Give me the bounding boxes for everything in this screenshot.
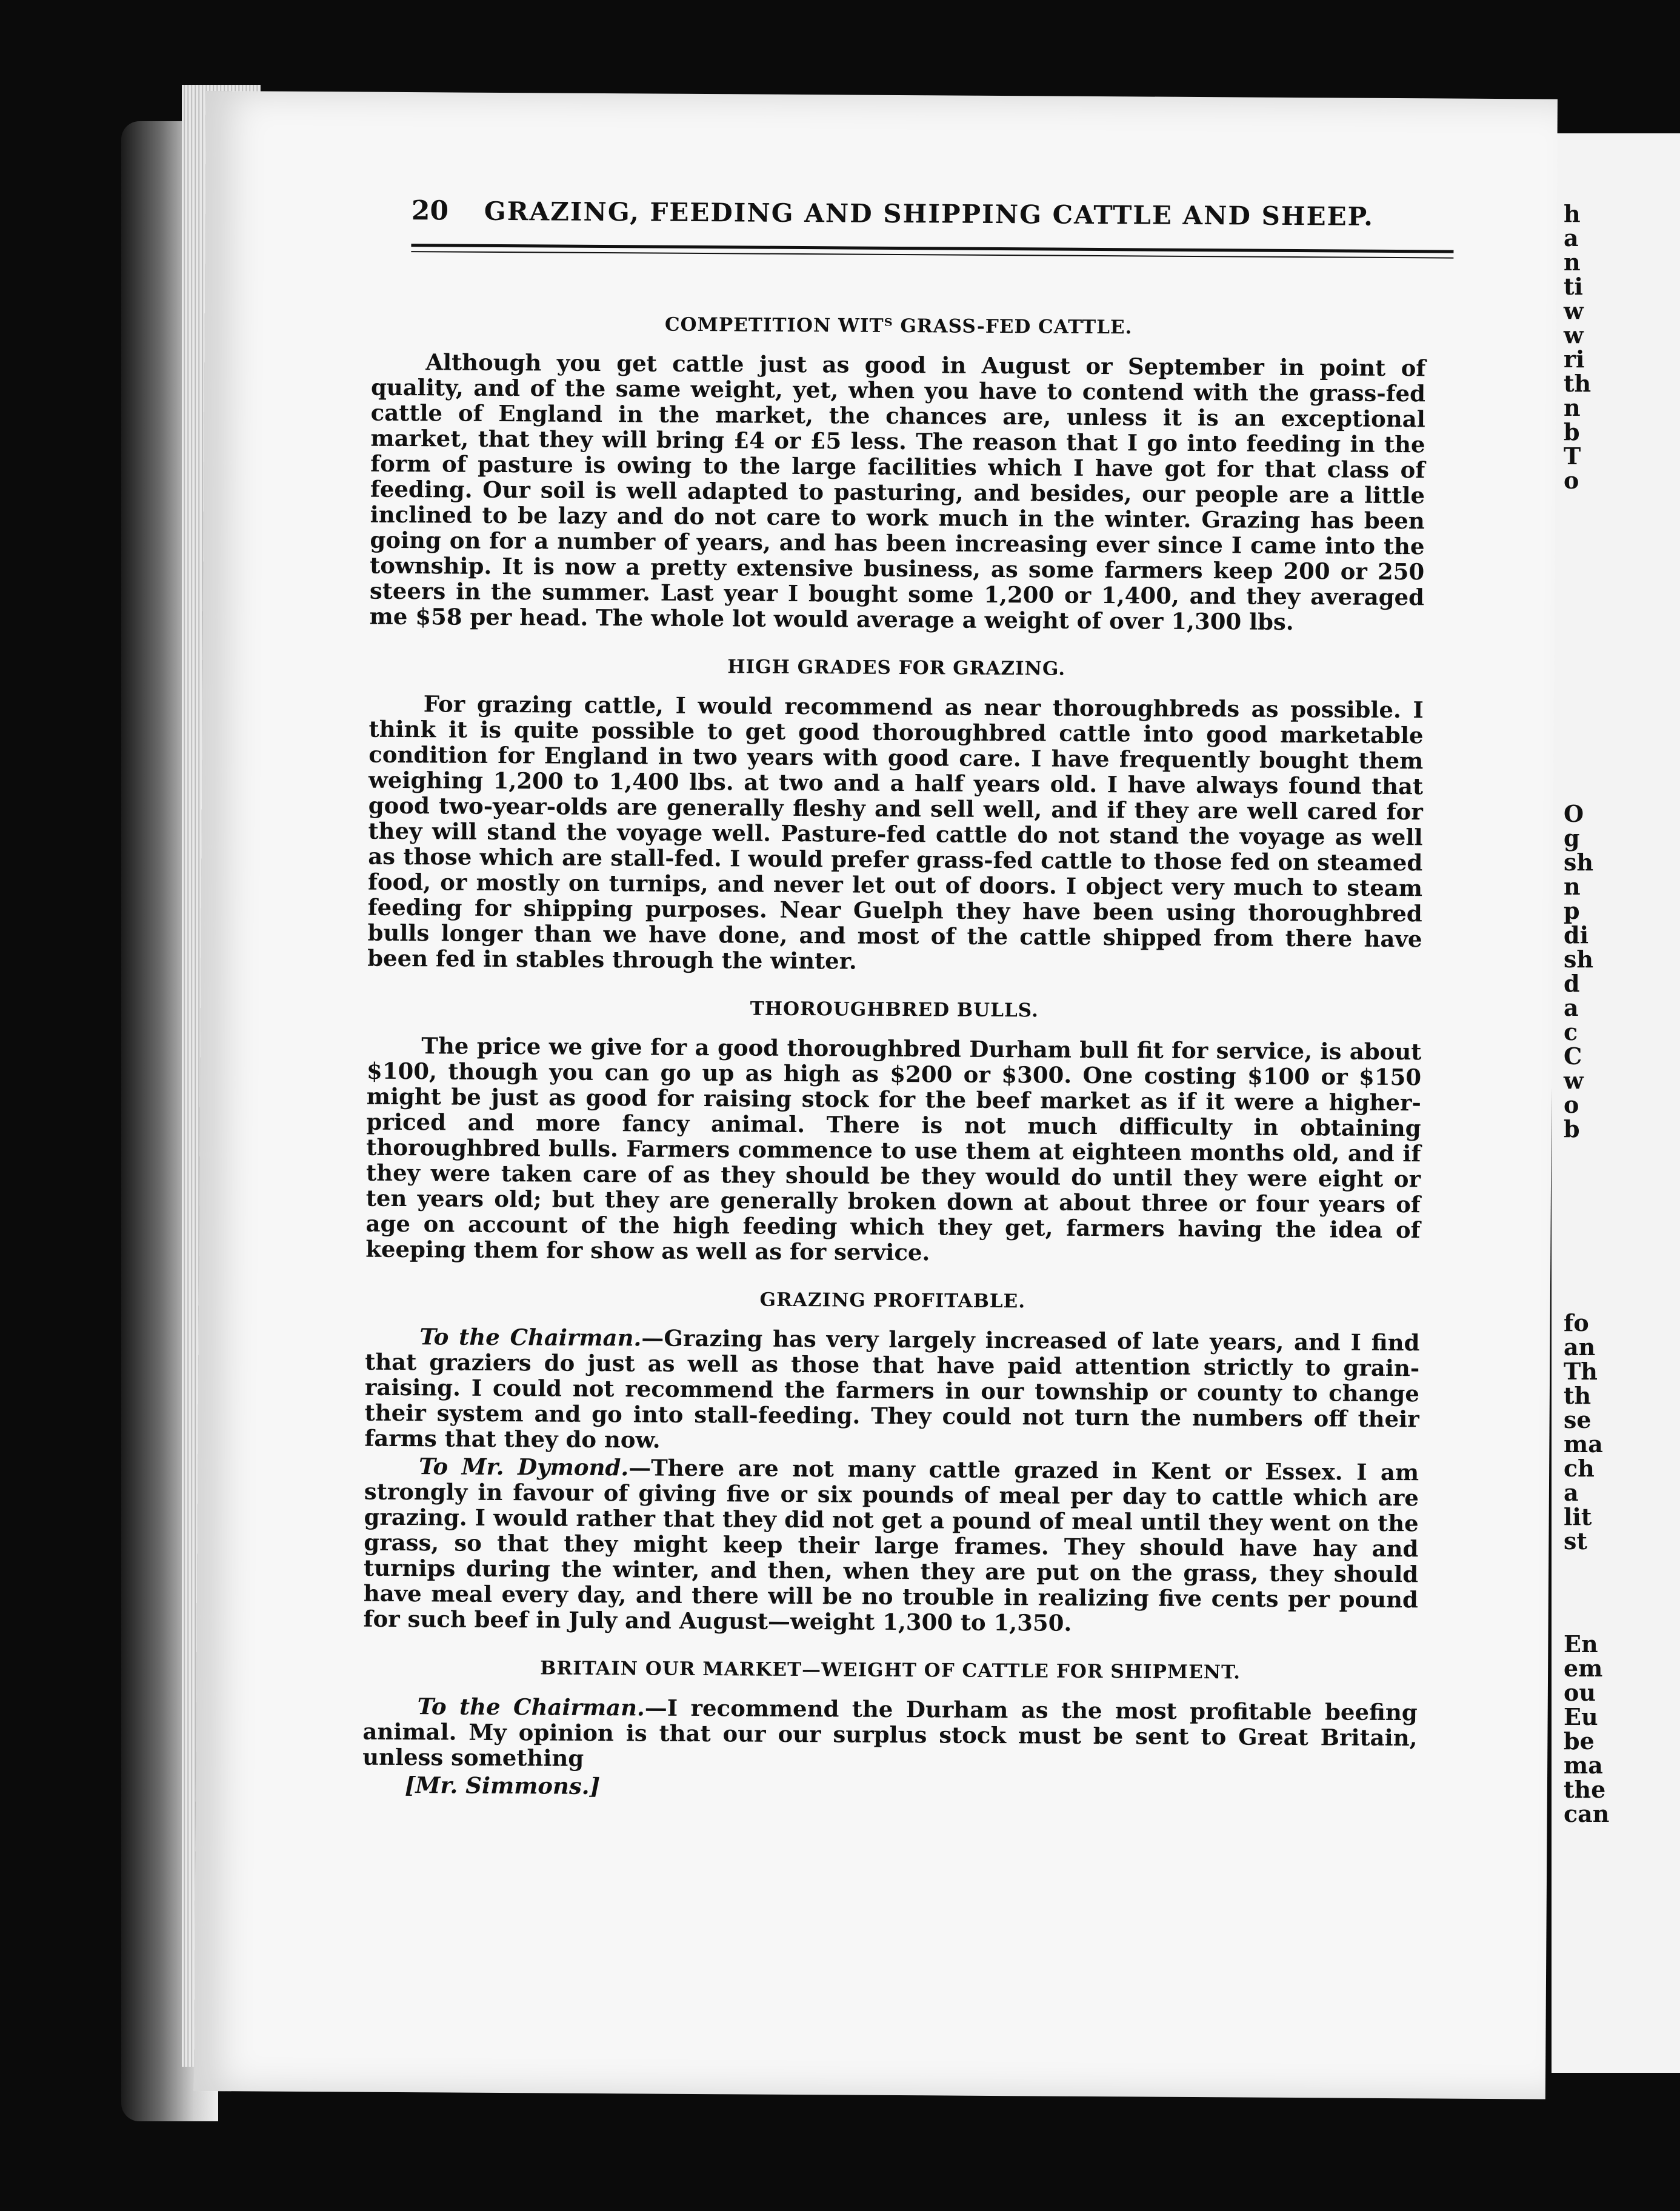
- paragraph: [363, 1453, 1419, 1638]
- facing-page-fragment: o: [1564, 467, 1579, 494]
- paragraph-text: —There are not many cattle grazed in Kent or Essex. I am strongly in favour of giving five or six pounds of meal per day to cattle which are grazing. I would rather that they did not get a pound of meal until they went on the grass, so that they might keep their large frames. They should have hay and turnips during the winter, and then, when they are put on the grass, they should have meal every day, and there will be no trouble in realizing five cents per pound for such beef in July and August—weight 1,300 to 1,350.: [363, 1454, 1419, 1636]
- running-head: [412, 195, 1593, 245]
- paragraph: [364, 1324, 1419, 1458]
- facing-page-fragment: n: [1564, 873, 1581, 900]
- facing-page-fragment: sh: [1564, 849, 1594, 876]
- paragraph: [362, 1693, 1418, 1776]
- facing-page: [1552, 133, 1680, 2073]
- section-title: BRITAIN OUR MARKET—WEIGHT OF CATTLE FOR SHIPMENT.: [540, 1657, 1241, 1684]
- facing-page-fragment: se: [1564, 1406, 1592, 1433]
- facing-page-fragment: the: [1564, 1776, 1606, 1803]
- running-head-title: GRAZING, FEEDING AND SHIPPING CATTLE AND SHEEP.: [484, 196, 1374, 232]
- facing-page-fragment: O: [1564, 800, 1584, 827]
- section-title: THOROUGHBRED BULLS.: [750, 998, 1039, 1022]
- facing-page-fragment: ma: [1564, 1752, 1603, 1779]
- facing-page-fragment: w: [1564, 1067, 1584, 1094]
- facing-page-fragment: o: [1564, 1091, 1579, 1118]
- book-page: [194, 91, 1558, 2099]
- facing-page-fragment: w: [1564, 297, 1584, 324]
- paragraph: For grazing cattle, I would recommend as near thoroughbreds as possible. I think it is quite possible to get good thoroughbred cattle into good marketable condition for England in two years with good care. I have frequently bought them weighing 1,200 to 1,400 lbs. at two and a half years old. I have always found that good two-year-olds are generally fleshy and sell well, and if they are well cared for they will stand the voyage well. Pasture-fed cattle do not stand the voyage as well as those which are stall-fed. I would prefer grass-fed cattle to those fed on steamed food, or mostly on turnips, and never let out of doors. I object very much to steam feeding for shipping purposes. Near Guelph they have been using thoroughbred bulls longer than we have done, and most of the cattle shipped from there have been fed in stables through the winter.: [367, 690, 1424, 975]
- facing-page-fragment: n: [1564, 248, 1581, 276]
- facing-page-fragment: an: [1564, 1333, 1596, 1361]
- facing-page-fragment: th: [1564, 1382, 1592, 1409]
- facing-page-fragment: p: [1564, 897, 1580, 924]
- facing-page-fragment: h: [1564, 200, 1581, 227]
- facing-page-fragment: can: [1564, 1800, 1610, 1827]
- facing-page-fragment: fo: [1564, 1309, 1589, 1336]
- facing-page-fragment: d: [1564, 970, 1580, 997]
- facing-page-fragment: b: [1564, 418, 1580, 445]
- facing-page-fragment: ch: [1564, 1455, 1595, 1482]
- paragraph: Although you get cattle just as good in August or September in point of quality, and of the same weight, yet, when you have to contend with the grass-fed cattle of England in the market, the chances are, unless it is an exceptional market, that they will bring £4 or £5 less. The reason that I go into feeding in the form of pasture is owing to the large facilities which I have got for that class of feeding. Our soil is well adapted to pasturing, and besides, our people are a little inclined to be lazy and do not care to work much in the winter. Grazing has been going on for a number of years, and has been increasing ever since I came into the township. It is now a pretty extensive business, as some farmers keep 200 or 250 steers in the summer. Last year I bought some 1,200 or 1,400, and they averaged me $58 per head. The whole lot would average a weight of over 1,300 lbs.: [369, 348, 1426, 635]
- facing-page-fragment: w: [1564, 321, 1584, 348]
- facing-page-fragment: En: [1564, 1630, 1598, 1658]
- addressee-lead: To the Chairman.: [417, 1693, 645, 1721]
- section-title: GRAZING PROFITABLE.: [759, 1289, 1026, 1313]
- facing-page-fragment: ou: [1564, 1679, 1596, 1706]
- facing-page-fragment: T: [1564, 442, 1581, 470]
- facing-page-fragment: Eu: [1564, 1703, 1598, 1730]
- facing-page-fragment: em: [1564, 1655, 1603, 1682]
- addressee-lead: To Mr. Dymond.: [419, 1453, 629, 1481]
- section-title: COMPETITION WITᵀ GRASS-FED CATTLE.: [664, 313, 1133, 339]
- page-number: 20: [411, 195, 449, 227]
- facing-page-fragment: a: [1564, 994, 1579, 1021]
- facing-page-fragment: a: [1564, 224, 1579, 252]
- paragraph-text: —Grazing has very largely increased of late years, and I find that graziers do just as well as those that have paid attention strictly to grain-raising. I could not recommend the farmers in our township or county to change their system and go into stall-feeding. They could not turn the numbers off their farms that they do now.: [364, 1324, 1420, 1453]
- facing-page-fragment: n: [1564, 394, 1581, 421]
- speaker-signature: [Mr. Simmons.]: [404, 1772, 601, 1800]
- page-body: [362, 310, 1426, 1804]
- facing-page-fragment: c: [1564, 1018, 1578, 1045]
- facing-page-fragment: ti: [1564, 273, 1583, 300]
- facing-page-fragment: Th: [1564, 1358, 1598, 1385]
- facing-page-fragment: ri: [1564, 345, 1585, 373]
- facing-page-fragment: th: [1564, 370, 1592, 397]
- facing-page-fragment: be: [1564, 1727, 1595, 1755]
- addressee-lead: To the Chairman.: [419, 1323, 642, 1352]
- facing-page-fragment: sh: [1564, 945, 1594, 973]
- facing-page-fragment: st: [1564, 1527, 1587, 1555]
- facing-page-fragment: C: [1564, 1042, 1582, 1070]
- facing-page-fragment: a: [1564, 1479, 1579, 1506]
- facing-page-fragment: b: [1564, 1115, 1580, 1142]
- facing-page-fragment: ma: [1564, 1430, 1603, 1458]
- facing-page-fragment: g: [1564, 824, 1580, 852]
- facing-page-fragment: lit: [1564, 1503, 1592, 1530]
- paragraph-text: —I recommend the Durham as the most profitable beefing animal. My opinion is that our our surplus stock must be sent to Great Britain, unless something: [362, 1694, 1418, 1772]
- paragraph: The price we give for a good thoroughbred Durham bull fit for service, is about $100, though you can go up as high as $200 or $300. One costing $100 or $150 might be just as good for raising stock for the beef market as if it were a higher-priced and more fancy animal. There is not much difficulty in obtaining thoroughbred bulls. Farmers commence to use them at eighteen months old, and if they were taken care of as they should be they would do until they were eight or ten years old; but they are generally broken down at about three or four years of age on account of the high feeding which they get, farmers having the idea of keeping them for show as well as for service.: [365, 1032, 1422, 1266]
- section-title: HIGH GRADES FOR GRAZING.: [727, 656, 1066, 680]
- facing-page-fragment: di: [1564, 921, 1589, 949]
